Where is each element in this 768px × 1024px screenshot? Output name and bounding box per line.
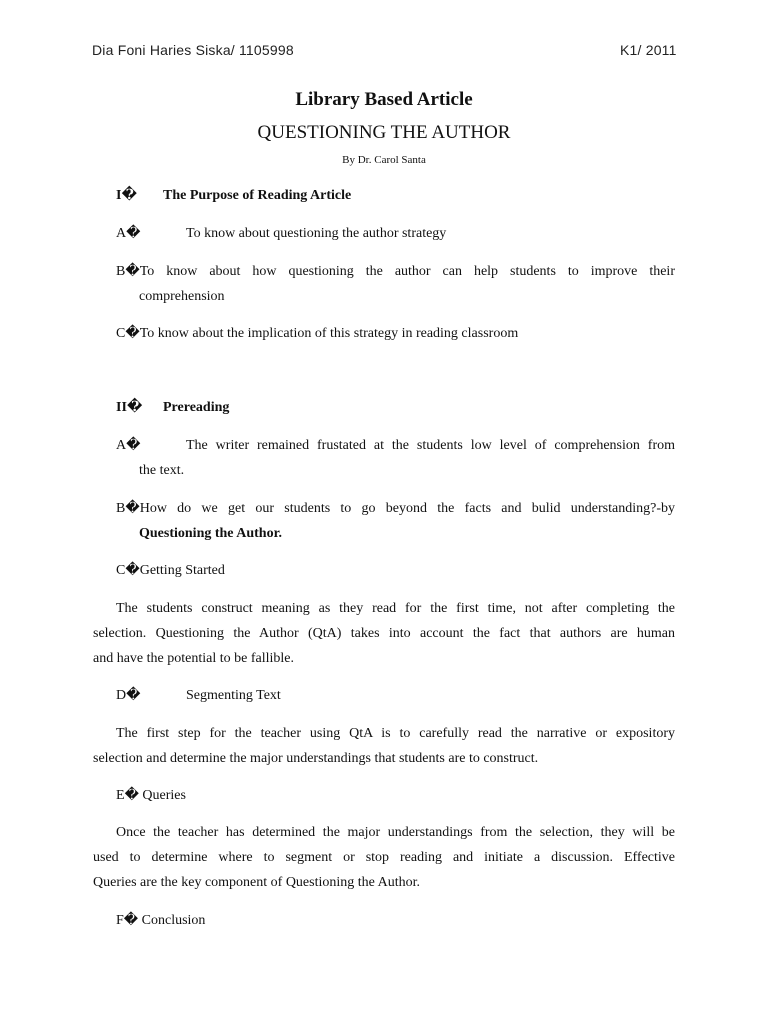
section-2-marker: II� [116, 400, 143, 415]
paragraph-1-line-2: selection. Questioning the Author (QtA) takes into account the fact that authors are human [93, 626, 675, 641]
document-title: Library Based Article [295, 89, 473, 110]
paragraph-1-line-1: The students construct meaning as they read for the first time, not after completing the [116, 601, 675, 616]
paragraph-2-line-2: selection and determine the major understandings that students are to construct. [93, 751, 539, 766]
header-class-year: K1/ 2011 [620, 42, 677, 58]
section-2-item-b-line-2: Questioning the Author. [139, 526, 283, 541]
section-2-item-b-line-1: B�How do we get our students to go beyond the facts and bulid understanding?-by [116, 501, 675, 516]
byline: By Dr. Carol Santa [342, 154, 426, 166]
section-2-heading: Prereading [163, 400, 230, 415]
section-2-item-d-heading: Segmenting Text [186, 688, 281, 703]
section-1-item-c: C�To know about the implication of this strategy in reading classroom [116, 326, 519, 341]
section-1-item-b-line-1: B�To know about how questioning the author can help students to improve their [116, 264, 675, 279]
section-2-item-a-marker: A� [116, 438, 141, 453]
section-2-item-d-marker: D� [116, 688, 141, 703]
section-2-item-e-heading: E� Queries [116, 788, 186, 803]
header-author-id: Dia Foni Haries Siska/ 1105998 [92, 42, 294, 58]
paragraph-1-line-3: and have the potential to be fallible. [93, 651, 294, 666]
paragraph-3-line-2: used to determine where to segment or stop reading and initiate a discussion. Effective [93, 850, 675, 865]
section-1-marker: I� [116, 188, 138, 203]
section-2-item-a-line-1: The writer remained frustated at the students low level of comprehension from [186, 438, 675, 453]
paragraph-3-line-3: Queries are the key component of Questioning the Author. [93, 875, 420, 890]
section-2-item-f-heading: F� Conclusion [116, 913, 206, 928]
section-1-item-a-marker: A� [116, 226, 141, 241]
section-2-item-c-heading: C�Getting Started [116, 563, 225, 578]
paragraph-3-line-1: Once the teacher has determined the major understandings from the selection, they will be [116, 825, 675, 840]
paragraph-2-line-1: The first step for the teacher using QtA is to carefully read the narrative or expository [116, 726, 675, 741]
section-2-item-a-line-2: the text. [139, 463, 185, 478]
section-1-heading: The Purpose of Reading Article [163, 188, 352, 203]
section-1-item-a-text: To know about questioning the author strategy [186, 226, 447, 241]
document-subtitle: QUESTIONING THE AUTHOR [257, 122, 511, 143]
section-1-item-b-line-2: comprehension [139, 289, 225, 304]
